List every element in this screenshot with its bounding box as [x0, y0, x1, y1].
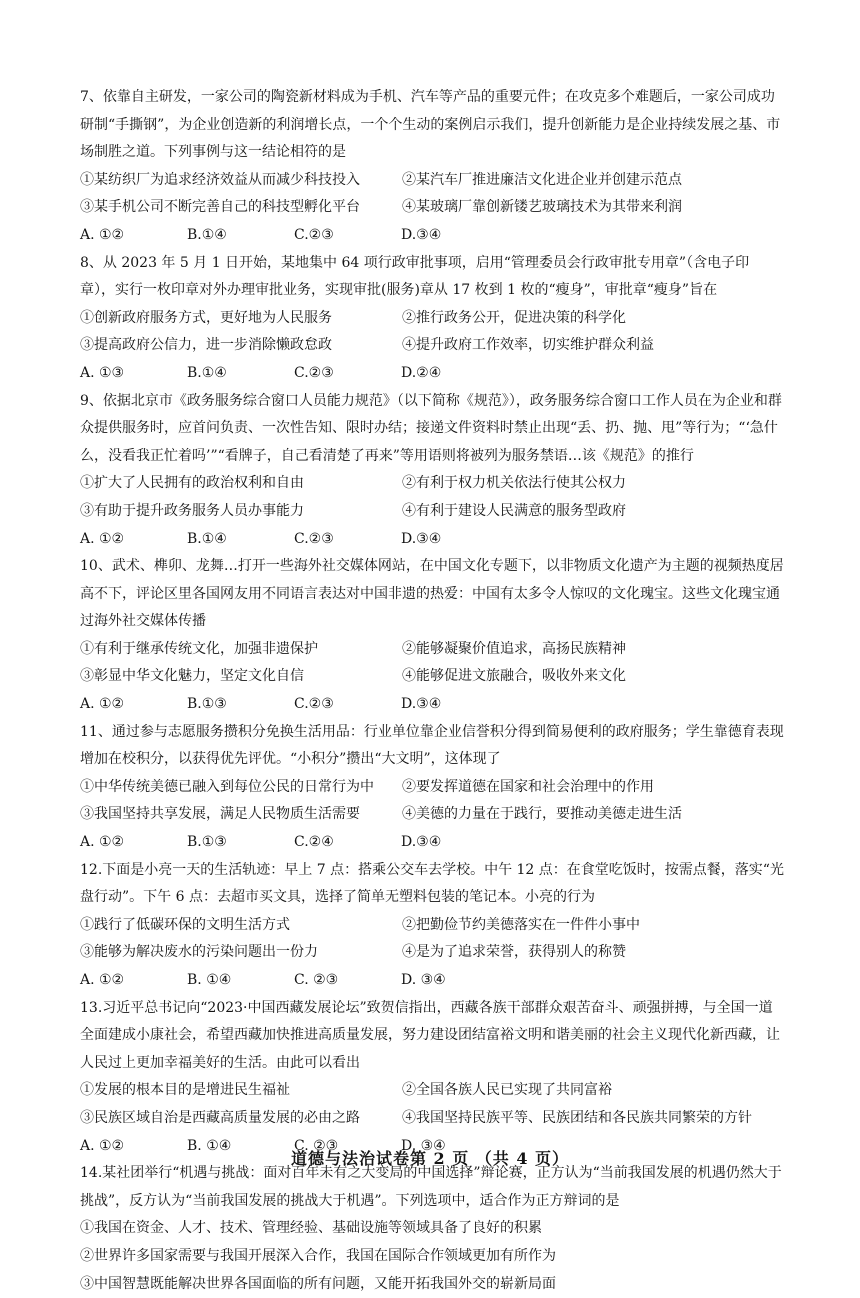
- option-row: [80, 1105, 784, 1133]
- option-item: ③有助于提升政务服务人员办事能力: [80, 502, 304, 519]
- option-item: ①扩大了人民拥有的政治权利和自由: [80, 475, 304, 492]
- option-item: ①有利于继承传统文化，加强非遗保护: [80, 640, 318, 657]
- option-item: ②推行政务公开，促进决策的科学化: [402, 309, 626, 326]
- option-line: ①我国在资金、人才、技术、管理经验、基础设施等领域具备了良好的积累: [80, 1220, 542, 1237]
- question-stem: 13.习近平总书记向“2023·中国西藏发展论坛”致贺信指出，西藏各族干部群众艰苦奋斗、顽强拼搏，与全国一道全面建成小康社会，希望西藏加快推进高质量发展，努力建设团结富裕文明和谐美丽的社会主义现代化新西藏，让人民过上更加幸福美好的生活。由此可以看出: [80, 999, 780, 1071]
- answer-choice: C.②③: [294, 364, 334, 381]
- question-block: [80, 388, 784, 554]
- answer-choice: B. ①④: [187, 1137, 232, 1154]
- option-item: ②某汽车厂推进廉洁文化进企业并创建示范点: [402, 171, 682, 188]
- question-stem: 14.某社团举行“机遇与挑战：面对百年未有之大变局的中国选择”辩论赛，正方认为“当前我国发展的机遇仍然大于挑战”，反方认为“当前我国发展的挑战大于机遇”。下列选项中，适合作为正方辩词的是: [80, 1165, 782, 1209]
- answer-choice: A. ①②: [80, 834, 125, 851]
- answer-choices: [80, 829, 784, 857]
- answer-choice: A. ①②: [80, 226, 125, 243]
- answer-choice: B.①④: [187, 530, 227, 547]
- option-item: ④某玻璃厂靠创新镂艺玻璃技术为其带来利润: [402, 199, 682, 216]
- option-row: [80, 801, 784, 829]
- question-stem: 7、依靠自主研发，一家公司的陶瓷新材料成为手机、汽车等产品的重要元件；在攻克多个难题后，一家公司成功研制“手撕钢”，为企业创造新的利润增长点，一个个生动的案例启示我们，提升创新能力是企业持续发展之基、市场制胜之道。下列事例与这一结论相符的是: [80, 89, 781, 161]
- option-row: [80, 498, 784, 526]
- option-item: ③我国坚持共享发展，满足人民物质生活需要: [80, 806, 360, 823]
- option-item: ③彰显中华文化魅力，坚定文化自信: [80, 668, 304, 685]
- answer-choice: A. ①②: [80, 972, 125, 988]
- option-item: ③提高政府公信力，进一步消除懒政怠政: [80, 337, 332, 354]
- answer-choice: D.③④: [401, 696, 442, 713]
- question-stem: 11、通过参与志愿服务攒积分免换生活用品：行业单位靠企业信誉积分得到简易便利的政府服务；学生靠德育表现增加在校积分，以获得优先评优。“小积分”攒出“大文明”，这体现了: [80, 723, 784, 768]
- option-item: ④能够促进文旅融合，吸收外来文化: [402, 668, 626, 685]
- question-stem: 12.下面是小亮一天的生活轨迹：早上 7 点：搭乘公交车去学校。中午 12 点：在食堂吃饭时，按需点餐，落实“光盘行动”。下午 6 点：去超市买文具，选择了简单无塑料包装的笔记本。小亮的行为: [80, 861, 784, 906]
- option-row: [80, 194, 784, 222]
- question-block: [80, 857, 784, 995]
- option-item: ①中华传统美德已融入到每位公民的日常行为中: [80, 778, 374, 795]
- answer-choice: A. ①③: [80, 364, 125, 381]
- option-item: ④提升政府工作效率，切实维护群众利益: [402, 337, 654, 354]
- answer-choice: C. ②③: [294, 1137, 339, 1154]
- page-footer: 道德与法治试卷第 2 页 （共 4 页）: [290, 1149, 570, 1168]
- option-item: ②把勤俭节约美德落实在一件件小事中: [402, 916, 640, 933]
- answer-choice: C. ②③: [294, 972, 339, 988]
- option-item: ③某手机公司不断完善自己的科技型孵化平台: [80, 199, 360, 216]
- answer-choice: C.②③: [294, 696, 334, 713]
- answer-choice: D.③④: [401, 226, 442, 243]
- option-item: ③能够为解决废水的污染问题出一份力: [80, 944, 318, 961]
- answer-choice: A. ①②: [80, 530, 125, 547]
- answer-choice: B.①③: [187, 834, 227, 851]
- option-row: [80, 663, 784, 691]
- option-item: ④有利于建设人民满意的服务型政府: [402, 502, 626, 519]
- answer-choice: B.①④: [187, 226, 227, 243]
- answer-choice: C.②③: [294, 226, 334, 243]
- answer-choice: C.②③: [294, 530, 334, 547]
- question-block: [80, 995, 784, 1161]
- answer-choice: C.②④: [294, 834, 334, 851]
- option-row: [80, 332, 784, 360]
- answer-choice: D. ③④: [401, 972, 446, 988]
- option-item: ②全国各族人民已实现了共同富裕: [402, 1082, 612, 1099]
- answer-choice: D.②④: [401, 364, 442, 381]
- question-stem: 9、依据北京市《政务服务综合窗口人员能力规范》（以下简称《规范》），政务服务综合窗口工作人员在为企业和群众提供服务时，应首问负责、一次性告知、限时办结；接递文件资料时禁止出现“丢、扔、抛、甩”等行为；“‘急什么，没看我正忙着吗’”“看牌子，自己看清楚了再来”等用语则将被列为服务禁语…该《规范》的推行: [80, 392, 782, 464]
- option-row: [80, 912, 784, 940]
- option-item: ②要发挥道德在国家和社会治理中的作用: [402, 778, 654, 795]
- answer-choice: B. ①④: [187, 972, 232, 988]
- option-row: [80, 167, 784, 195]
- answer-choices: [80, 222, 784, 250]
- option-row: [80, 939, 784, 967]
- answer-choice: A. ①②: [80, 1137, 125, 1154]
- option-item: ③民族区域自治是西藏高质量发展的必由之路: [80, 1109, 360, 1126]
- option-row: [80, 470, 784, 498]
- question-list: [80, 84, 784, 1160]
- answer-choice: B.①④: [187, 364, 227, 381]
- option-item: ①某纺织厂为追求经济效益从而减少科技投入: [80, 171, 360, 188]
- answer-choice: B.①③: [187, 696, 227, 713]
- answer-choice: D. ③④: [401, 1137, 446, 1154]
- question-14: [80, 1160, 784, 1298]
- option-item: ②有利于权力机关依法行使其公权力: [402, 475, 626, 492]
- option-item: ②能够凝聚价值追求，高扬民族精神: [402, 640, 626, 657]
- option-item: ④我国坚持民族平等、民族团结和各民族共同繁荣的方针: [402, 1109, 752, 1126]
- option-item: ④美德的力量在于践行，要推动美德走进生活: [402, 806, 682, 823]
- question-block: [80, 84, 784, 250]
- answer-choices: [80, 967, 784, 995]
- question-stem: 8、从 2023 年 5 月 1 日开始，某地集中 64 项行政审批事项，启用“管理委员会行政审批专用章”（含电子印章），实行一枚印章对外办理审批业务，实现审批(服务)章从 17 枚到 1 枚的“瘦身”，审批章“瘦身”旨在: [80, 254, 750, 299]
- option-item: ④是为了追求荣誉，获得别人的称赞: [402, 944, 626, 961]
- answer-choice: A. ①②: [80, 696, 125, 713]
- option-row: [80, 305, 784, 333]
- question-block: [80, 250, 784, 388]
- option-line: ③中国智慧既能解决世界各国面临的所有问题，又能开拓我国外交的崭新局面: [80, 1275, 556, 1292]
- option-row: [80, 636, 784, 664]
- answer-choices: [80, 526, 784, 554]
- option-row: [80, 1077, 784, 1105]
- answer-choice: D.③④: [401, 530, 442, 547]
- answer-choices: [80, 360, 784, 388]
- exam-page: [80, 84, 784, 1298]
- option-item: ①践行了低碳环保的文明生活方式: [80, 916, 290, 933]
- option-line: ②世界许多国家需要与我国开展深入合作，我国在国际合作领域更加有所作为: [80, 1247, 556, 1264]
- option-item: ①创新政府服务方式，更好地为人民服务: [80, 309, 332, 326]
- option-item: ①发展的根本目的是增进民生福祉: [80, 1082, 290, 1099]
- question-block: [80, 719, 784, 857]
- answer-choice: D.③④: [401, 834, 442, 851]
- question-stem: 10、武术、榫卯、龙舞…打开一些海外社交媒体网站，在中国文化专题下，以非物质文化遗产为主题的视频热度居高不下，评论区里各国网友用不同语言表达对中国非遗的热爱：中国有太多令人惊叹的文化瑰宝。这些文化瑰宝通过海外社交媒体传播: [80, 558, 784, 630]
- option-row: [80, 774, 784, 802]
- question-block: [80, 553, 784, 719]
- answer-choices: [80, 691, 784, 719]
